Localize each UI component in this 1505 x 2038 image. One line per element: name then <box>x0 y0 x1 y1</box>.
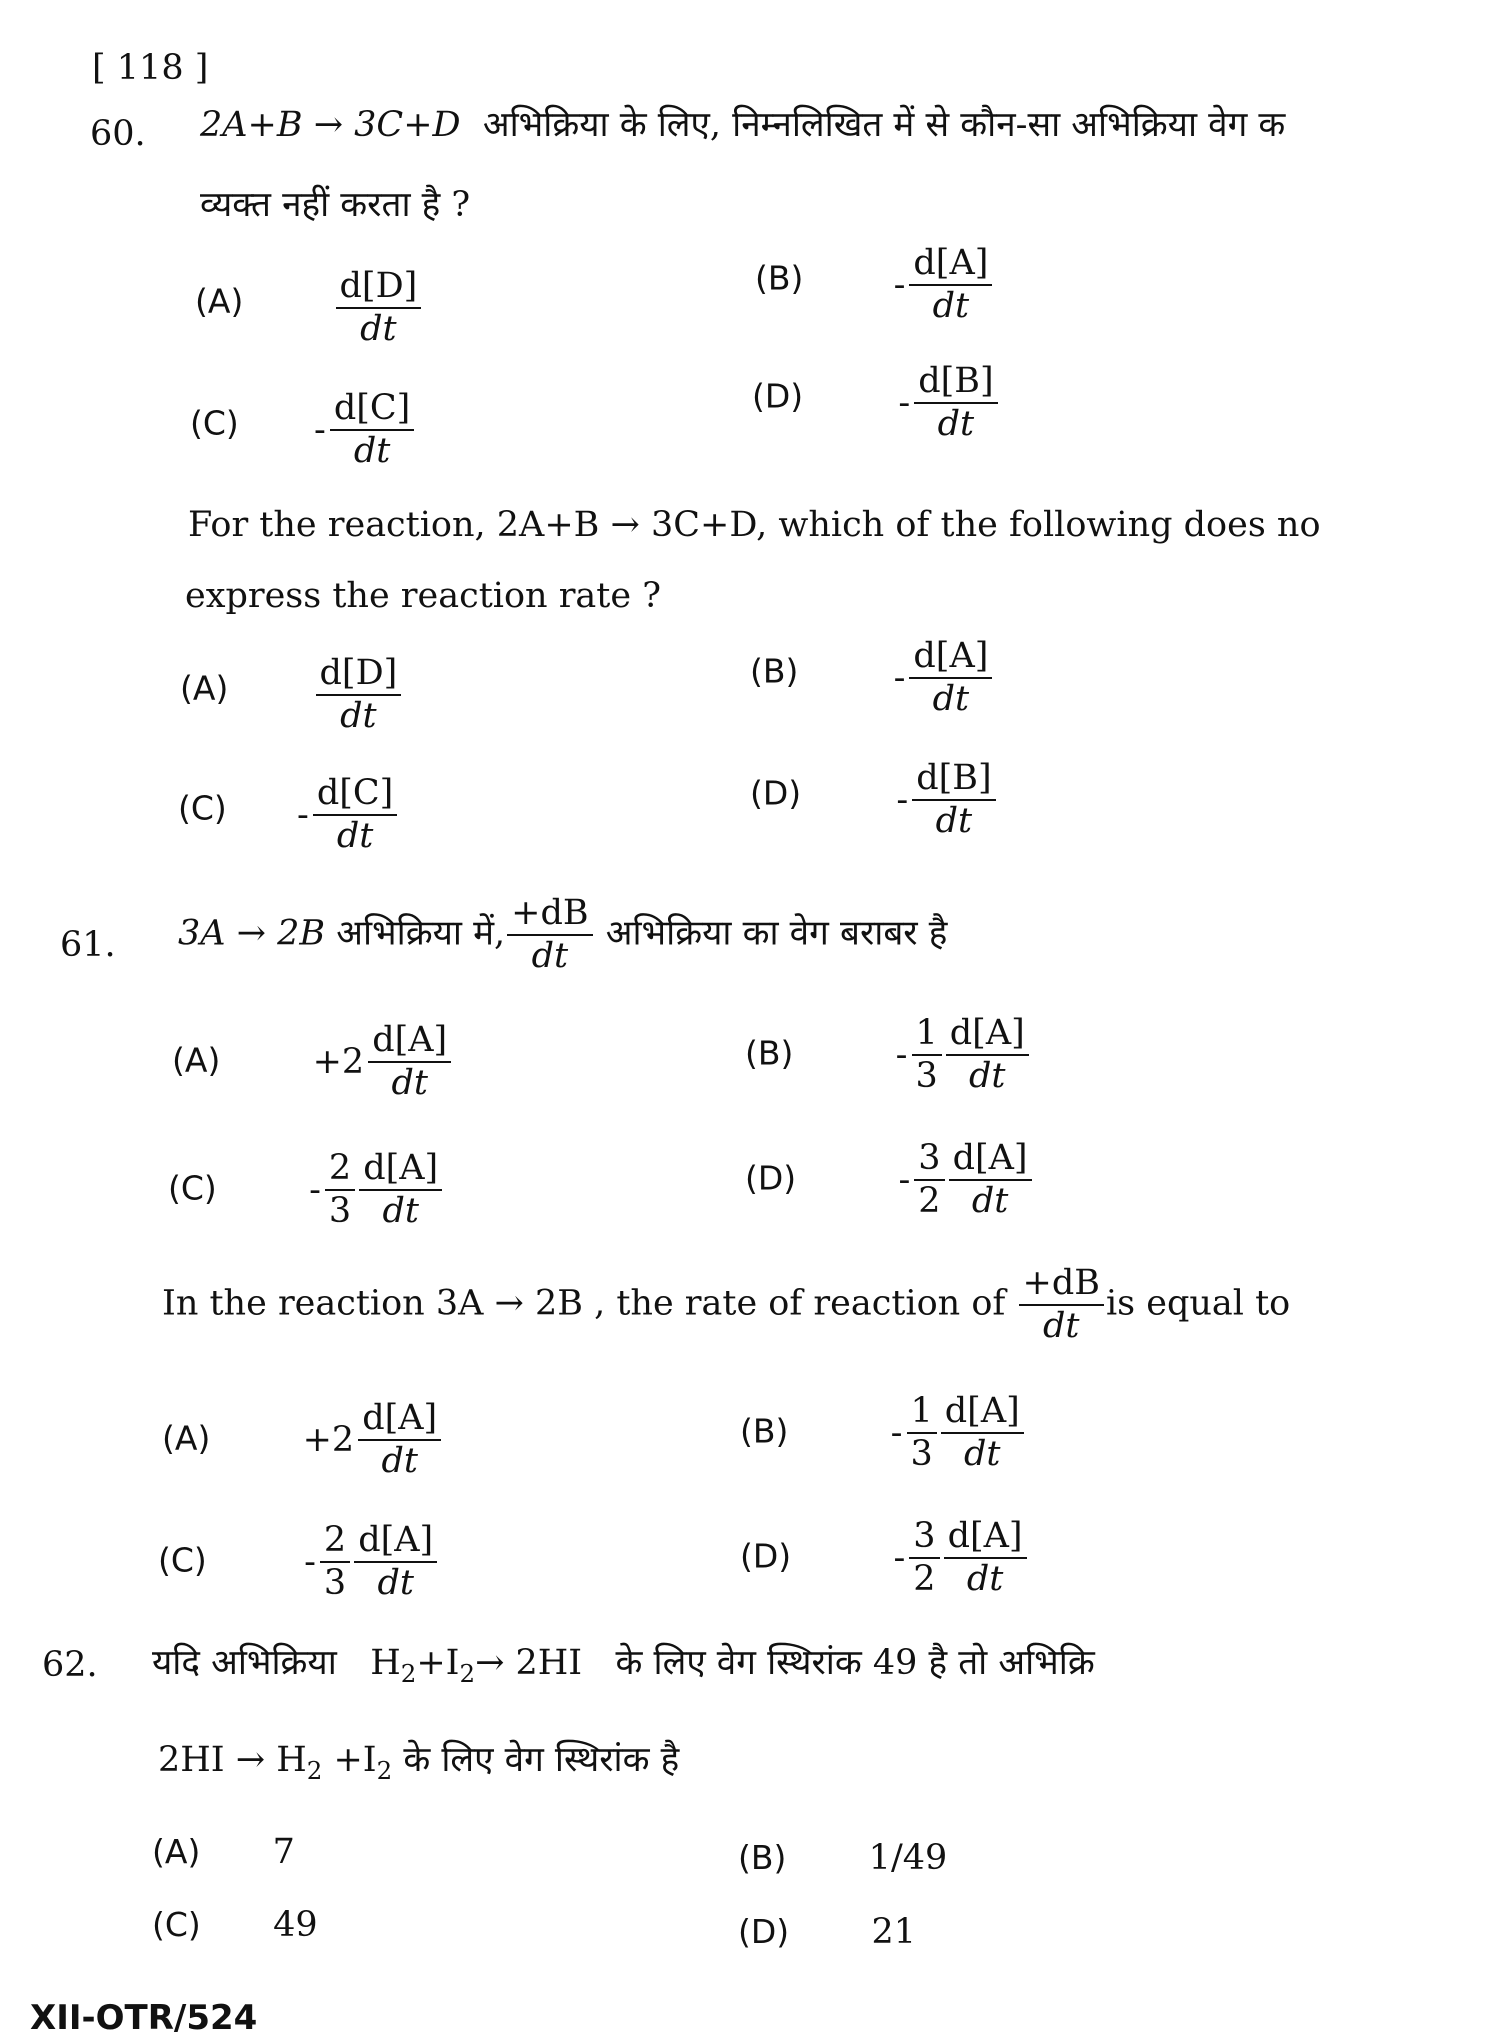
minus-sign: - <box>304 1541 316 1582</box>
q62-option-c <box>152 1905 318 1945</box>
fraction-denominator: dt <box>391 1062 428 1103</box>
q61-hindi-end: अभिक्रिया का वेग बराबर है <box>605 913 948 954</box>
fraction-denominator: dt <box>964 1433 1001 1474</box>
q60-english-line1: For the reaction, 2A+B → 3C+D, which of the following does no <box>188 505 1321 545</box>
q62-hindi-mid: के लिए वेग स्थिरांक 49 है तो अभिक्रि <box>615 1643 1095 1683</box>
coefficient: +2 <box>302 1419 355 1460</box>
q60-english-line2: express the reaction rate ? <box>185 576 661 616</box>
option-label: (B) <box>740 1411 789 1451</box>
q62-option-a <box>152 1832 295 1872</box>
minus-sign: - <box>296 794 309 835</box>
minus-sign: - <box>896 779 909 820</box>
coefficient-numerator: 2 <box>320 1522 350 1563</box>
minus-sign: - <box>898 1159 911 1200</box>
coefficient-numerator: 1 <box>912 1015 942 1056</box>
q61-hi-option-b <box>745 1015 1031 1095</box>
coefficient-numerator: 2 <box>325 1150 355 1191</box>
fraction-denominator: dt <box>340 695 377 736</box>
q60-en-option-b <box>750 638 994 718</box>
fraction-numerator: d[B] <box>914 363 997 404</box>
fraction-denominator: dt <box>360 308 397 349</box>
fraction-denominator: dt <box>971 1180 1009 1221</box>
option-value: 7 <box>272 1832 295 1872</box>
fraction-denominator: dt <box>932 678 970 719</box>
option-label: (C) <box>168 1168 217 1208</box>
minus-sign: - <box>898 382 911 423</box>
fraction-denominator: dt <box>377 1562 414 1603</box>
coefficient: +2 <box>312 1041 365 1082</box>
q61-en-option-b <box>740 1393 1026 1473</box>
coefficient-numerator: 1 <box>907 1393 937 1434</box>
option-label: (D) <box>750 773 802 813</box>
q60-en-option-a <box>180 655 403 735</box>
q60-hi-option-b <box>755 245 994 325</box>
minus-sign: - <box>893 264 906 305</box>
fraction-numerator: +dB <box>1019 1265 1104 1306</box>
option-label: (A) <box>162 1418 211 1458</box>
footer-code: XII-OTR/524 <box>30 1998 258 2038</box>
fraction-numerator: d[A] <box>358 1400 441 1441</box>
q61-english-line <box>162 1265 1290 1345</box>
q61-en-option-c <box>158 1522 439 1602</box>
coefficient-numerator: 3 <box>909 1518 939 1559</box>
fraction-numerator: d[C] <box>313 775 398 816</box>
fraction-numerator: +dB <box>507 895 592 936</box>
q60-en-option-d <box>750 760 998 840</box>
option-label: (B) <box>750 651 799 691</box>
q61-english-end: is equal to <box>1105 1283 1291 1324</box>
fraction-denominator: dt <box>381 1440 418 1481</box>
option-label: (C) <box>178 788 227 828</box>
option-label: (B) <box>738 1838 787 1877</box>
q61-en-option-a <box>162 1400 443 1480</box>
coefficient-denominator: 2 <box>918 1180 941 1221</box>
fraction-denominator: dt <box>336 815 374 856</box>
fraction-numerator: d[A] <box>909 245 992 286</box>
fraction-denominator: dt <box>353 430 391 471</box>
q61-hindi-line <box>178 895 947 975</box>
q61-hindi-reaction: 3A → 2B <box>178 913 326 954</box>
q60-hindi-text1: अभिक्रिया के लिए, निम्नलिखित में से कौन-सा अभिक्रिया वेग क <box>482 105 1286 145</box>
coefficient-denominator: 3 <box>323 1562 347 1603</box>
q62-hindi-start: यदि अभिक्रिया <box>152 1643 337 1683</box>
minus-sign: - <box>309 1169 321 1210</box>
fraction-numerator: d[A] <box>941 1393 1024 1434</box>
fraction-denominator: dt <box>966 1558 1004 1599</box>
q61-hi-option-c <box>168 1150 444 1230</box>
q61-hindi-mid: अभिक्रिया में, <box>336 913 506 954</box>
fraction-numerator: d[C] <box>330 390 415 431</box>
q62-option-b <box>738 1838 947 1878</box>
option-value: 21 <box>871 1912 916 1952</box>
coefficient-denominator: 2 <box>913 1558 936 1599</box>
fraction-denominator: dt <box>969 1055 1006 1096</box>
q62-reaction-forward: $H_2+I_2\to 2HI$ <box>370 1643 583 1688</box>
option-value: 1/49 <box>868 1838 948 1878</box>
fraction-numerator: d[D] <box>336 268 422 309</box>
option-label: (D) <box>740 1536 792 1576</box>
q60-hi-option-c <box>190 390 416 470</box>
fraction-denominator: dt <box>935 800 973 841</box>
page-number: [ 118 ] <box>92 48 209 88</box>
q60-hindi-line1 <box>200 100 1285 147</box>
coefficient-numerator: 3 <box>914 1140 944 1181</box>
q62-hindi-end: के लिए वेग स्थिरांक है <box>403 1740 680 1780</box>
fraction-numerator: d[A] <box>909 638 992 679</box>
minus-sign: - <box>895 1034 908 1075</box>
q62-option-d <box>738 1912 916 1952</box>
option-label: (C) <box>190 403 239 443</box>
q61-hi-option-d <box>745 1140 1034 1220</box>
option-value: 49 <box>273 1905 318 1945</box>
q62-reaction-reverse: $2HI \to H_2 +I_2$ <box>158 1740 393 1785</box>
fraction-numerator: d[B] <box>912 760 995 801</box>
minus-sign: - <box>890 1412 903 1453</box>
option-label: (C) <box>152 1905 201 1944</box>
q62-hindi-line2 <box>158 1735 679 1785</box>
q61-english-start: In the reaction 3A → 2B , the rate of reaction of <box>162 1283 1006 1324</box>
option-label: (A) <box>180 668 229 708</box>
option-label: (B) <box>755 258 804 298</box>
fraction-numerator: d[A] <box>944 1518 1027 1559</box>
fraction-numerator: d[A] <box>368 1022 451 1063</box>
fraction-denominator: dt <box>1043 1305 1080 1346</box>
minus-sign: - <box>893 657 906 698</box>
q60-hindi-reaction: 2A+B → 3C+D <box>200 105 461 145</box>
option-label: (A) <box>152 1832 201 1871</box>
q61-hi-option-a <box>172 1022 453 1102</box>
option-label: (C) <box>158 1540 207 1580</box>
option-label: (D) <box>745 1158 797 1198</box>
q61-number: 61. <box>60 925 116 965</box>
q62-hindi-line1 <box>152 1638 1095 1688</box>
minus-sign: - <box>893 1537 906 1578</box>
fraction-denominator: dt <box>531 935 569 976</box>
fraction-denominator: dt <box>382 1190 419 1231</box>
fraction-numerator: d[A] <box>359 1150 442 1191</box>
coefficient-denominator: 3 <box>910 1433 933 1474</box>
option-label: (A) <box>172 1040 221 1080</box>
q60-hi-option-a <box>195 268 423 348</box>
fraction-denominator: dt <box>937 403 975 444</box>
coefficient-denominator: 3 <box>328 1190 352 1231</box>
q61-en-option-d <box>740 1518 1029 1598</box>
fraction-numerator: d[D] <box>316 655 402 696</box>
q60-hindi-line2: व्यक्त नहीं करता है ? <box>200 185 471 225</box>
q62-number: 62. <box>42 1645 98 1685</box>
fraction-numerator: d[A] <box>949 1140 1032 1181</box>
option-label: (D) <box>752 376 804 416</box>
minus-sign: - <box>313 409 326 450</box>
q60-en-option-c <box>178 775 399 855</box>
option-label: (B) <box>745 1033 794 1073</box>
q60-hi-option-d <box>752 363 1000 443</box>
option-label: (D) <box>738 1912 790 1951</box>
q60-number: 60. <box>90 114 146 154</box>
fraction-denominator: dt <box>932 285 970 326</box>
coefficient-denominator: 3 <box>915 1055 938 1096</box>
fraction-numerator: d[A] <box>354 1522 437 1563</box>
fraction-numerator: d[A] <box>946 1015 1029 1056</box>
option-label: (A) <box>195 281 244 321</box>
